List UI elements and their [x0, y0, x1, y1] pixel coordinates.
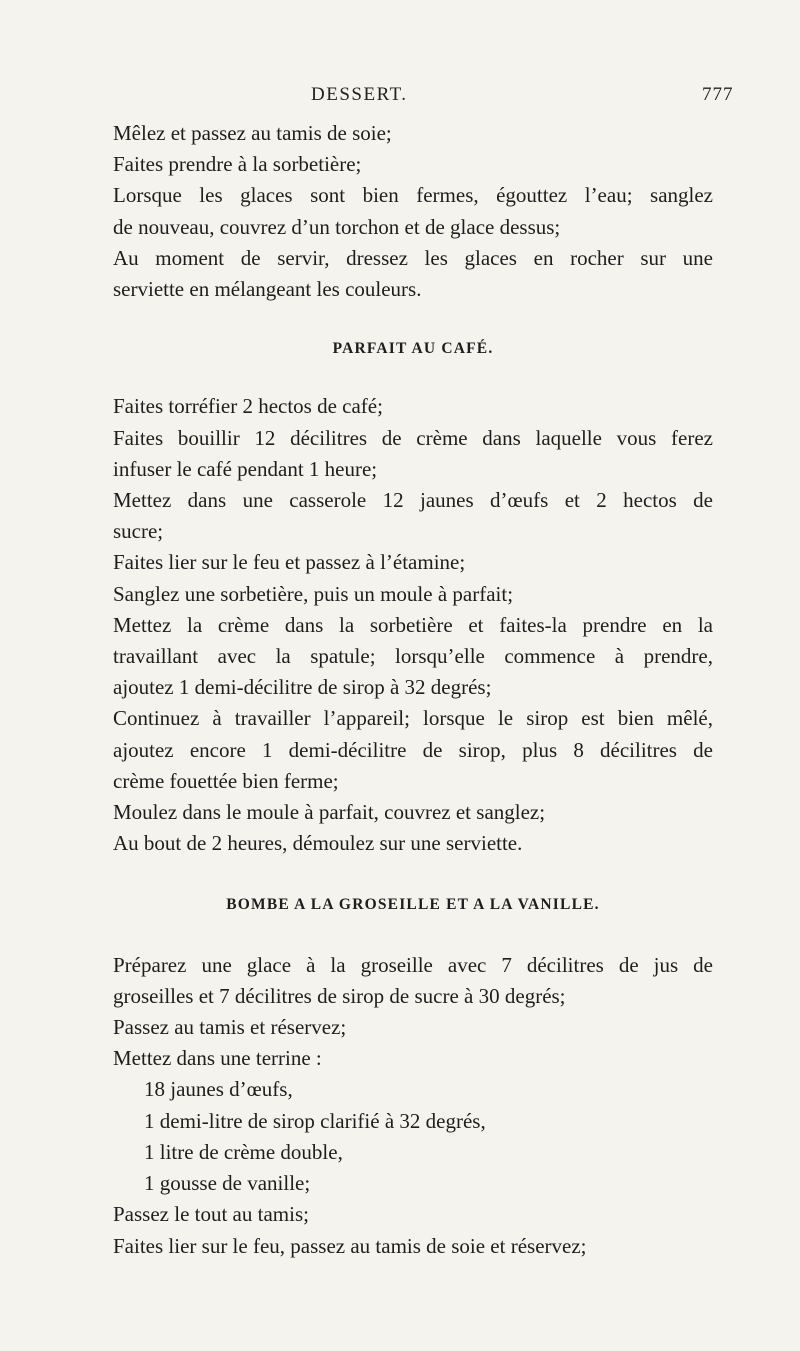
body-line: Préparez une glace à la groseille avec 7 décilitres de jus de	[113, 952, 713, 977]
body-line: Faites bouillir 12 décilitres de crème dans laquelle vous ferez	[113, 425, 713, 450]
body-line: Continuez à travailler l’appareil; lorsque le sirop est bien mêlé,	[113, 706, 713, 731]
page-body	[113, 118, 713, 1262]
body-line: Sanglez une sorbetière, puis un moule à parfait;	[113, 581, 514, 606]
body-line: Mêlez et passez au tamis de soie;	[113, 121, 392, 145]
body-line: sucre;	[113, 519, 164, 544]
body-line: Faites lier sur le feu, passez au tamis de soie et réservez;	[113, 1233, 587, 1258]
body-line: Faites prendre à la sorbetière;	[113, 152, 362, 177]
body-line: Faites lier sur le feu et passez à l’étamine;	[113, 550, 466, 575]
body-line: groseilles et 7 décilitres de sirop de sucre à 30 degrés;	[113, 983, 566, 1008]
body-line: Faites torréfier 2 hectos de café;	[113, 394, 383, 419]
ingredient-item: 1 litre de crème double,	[144, 1139, 343, 1164]
body-line: ajoutez encore 1 demi-décilitre de sirop, plus 8 décilitres de	[113, 737, 713, 762]
page-number: 777	[702, 84, 734, 105]
body-line: serviette en mélangeant les couleurs.	[113, 277, 422, 302]
body-line: infuser le café pendant 1 heure;	[113, 456, 378, 481]
body-line: ajoutez 1 demi-décilitre de sirop à 32 degrés;	[113, 675, 492, 700]
recipe-title-parfait: PARFAIT AU CAFÉ.	[332, 340, 494, 358]
body-line: Au moment de servir, dressez les glaces en rocher sur une	[113, 245, 713, 270]
recipe-title-bombe: BOMBE A LA GROSEILLE ET A LA VANILLE.	[226, 896, 600, 914]
ingredient-item: 1 demi-litre de sirop clarifié à 32 degrés,	[144, 1108, 486, 1133]
running-title: DESSERT.	[311, 84, 408, 105]
ingredient-item: 1 gousse de vanille;	[144, 1171, 311, 1196]
body-line: crème fouettée bien ferme;	[113, 768, 339, 793]
body-line: Lorsque les glaces sont bien fermes, égouttez l’eau; sanglez	[113, 183, 713, 208]
body-line: Passez le tout au tamis;	[113, 1202, 309, 1227]
body-line: de nouveau, couvrez d’un torchon et de glace dessus;	[113, 214, 561, 239]
body-line: travaillant avec la spatule; lorsqu’elle commence à prendre,	[113, 644, 713, 669]
body-line: Mettez dans une terrine :	[113, 1046, 322, 1071]
ingredient-item: 18 jaunes d’œufs,	[144, 1077, 293, 1102]
body-line: Moulez dans le moule à parfait, couvrez et sanglez;	[113, 800, 546, 825]
body-line: Mettez dans une casserole 12 jaunes d’œufs et 2 hectos de	[113, 488, 713, 513]
body-line: Au bout de 2 heures, démoulez sur une serviette.	[113, 831, 523, 856]
body-line: Mettez la crème dans la sorbetière et faites-la prendre en la	[113, 612, 713, 637]
body-line: Passez au tamis et réservez;	[113, 1015, 347, 1040]
